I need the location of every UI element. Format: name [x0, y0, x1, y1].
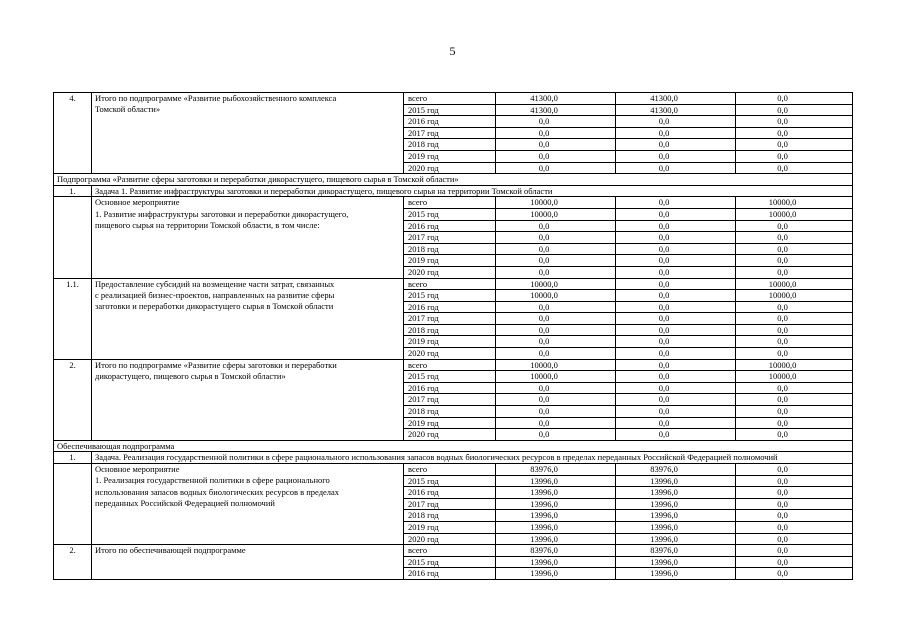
total-value: 0,0 [496, 394, 616, 406]
total-value: 13996,0 [496, 475, 616, 487]
total-value: 10000,0 [496, 371, 616, 383]
period-cell: 2019 год [404, 417, 496, 429]
total-value: 0,0 [496, 220, 616, 232]
period-cell: 2019 год [404, 255, 496, 267]
value-column-2: 0,0 [616, 139, 736, 151]
table-row [54, 545, 853, 557]
value-column-2: 0,0 [616, 348, 736, 360]
value-column-3: 0,0 [736, 301, 853, 313]
total-value: 0,0 [496, 266, 616, 278]
total-value: 0,0 [496, 348, 616, 360]
value-column-2: 0,0 [616, 116, 736, 128]
total-value: 13996,0 [496, 556, 616, 568]
value-column-2: 41300,0 [616, 104, 736, 116]
value-column-2: 13996,0 [616, 533, 736, 545]
total-value: 41300,0 [496, 104, 616, 116]
table-row [54, 464, 853, 476]
value-column-2: 13996,0 [616, 487, 736, 499]
period-cell: 2019 год [404, 336, 496, 348]
value-column-2: 0,0 [616, 150, 736, 162]
total-value: 13996,0 [496, 498, 616, 510]
total-value: 10000,0 [496, 197, 616, 209]
total-value: 10000,0 [496, 278, 616, 290]
total-value: 41300,0 [496, 93, 616, 105]
value-column-2: 0,0 [616, 127, 736, 139]
period-cell: 2015 год [404, 556, 496, 568]
total-value: 13996,0 [496, 521, 616, 533]
total-value: 0,0 [496, 301, 616, 313]
total-value: 13996,0 [496, 568, 616, 580]
value-column-2: 0,0 [616, 162, 736, 174]
total-value: 0,0 [496, 243, 616, 255]
period-cell: 2015 год [404, 208, 496, 220]
period-cell: 2019 год [404, 521, 496, 533]
section-title: Подпрограмма «Развитие сферы заготовки и переработки дикорастущего, пищевого сырья в Томской области» [54, 174, 853, 186]
value-column-2: 0,0 [616, 208, 736, 220]
value-column-2: 0,0 [616, 255, 736, 267]
value-column-3: 0,0 [736, 429, 853, 441]
period-cell: 2016 год [404, 116, 496, 128]
period-cell: 2018 год [404, 139, 496, 151]
period-cell: 2017 год [404, 394, 496, 406]
total-value: 10000,0 [496, 359, 616, 371]
value-column-3: 0,0 [736, 116, 853, 128]
table-row [54, 359, 853, 371]
item-name-line: Предоставление субсидий на возмещение части затрат, связанных [95, 278, 335, 289]
total-value: 13996,0 [496, 487, 616, 499]
value-column-3: 0,0 [736, 324, 853, 336]
period-cell: всего [404, 197, 496, 209]
total-value: 13996,0 [496, 510, 616, 522]
total-value: 0,0 [496, 382, 616, 394]
table-row [54, 278, 853, 290]
total-value: 83976,0 [496, 464, 616, 476]
value-column-3: 0,0 [736, 313, 853, 325]
value-column-2: 0,0 [616, 429, 736, 441]
item-name-line: с реализацией бизнес-проектов, направленных на развитие сферы [95, 289, 335, 300]
section-row [54, 440, 853, 452]
value-column-3: 0,0 [736, 336, 853, 348]
row-number [54, 464, 92, 545]
value-column-3: 0,0 [736, 162, 853, 174]
value-column-3: 0,0 [736, 255, 853, 267]
period-cell: 2016 год [404, 568, 496, 580]
table-row [54, 93, 853, 105]
total-value: 0,0 [496, 417, 616, 429]
value-column-3: 0,0 [736, 243, 853, 255]
value-column-3: 0,0 [736, 417, 853, 429]
value-column-2: 83976,0 [616, 545, 736, 557]
value-column-2: 13996,0 [616, 510, 736, 522]
total-value: 0,0 [496, 255, 616, 267]
section-title: Обеспечивающая подпрограмма [54, 440, 853, 452]
value-column-2: 13996,0 [616, 475, 736, 487]
period-cell: всего [404, 545, 496, 557]
value-column-3: 0,0 [736, 556, 853, 568]
section-row [54, 174, 853, 186]
value-column-3: 0,0 [736, 139, 853, 151]
value-column-2: 0,0 [616, 243, 736, 255]
total-value: 13996,0 [496, 533, 616, 545]
value-column-3: 10000,0 [736, 197, 853, 209]
period-cell: 2015 год [404, 475, 496, 487]
period-cell: 2015 год [404, 104, 496, 116]
period-cell: 2020 год [404, 429, 496, 441]
period-cell: всего [404, 278, 496, 290]
item-name-line: заготовки и переработки дикорастущего сырья в Томской области [95, 301, 334, 312]
table-row [54, 197, 853, 209]
value-column-3: 0,0 [736, 533, 853, 545]
period-cell: всего [404, 464, 496, 476]
period-cell: 2015 год [404, 371, 496, 383]
value-column-2: 13996,0 [616, 521, 736, 533]
item-name-line: Основное мероприятие [95, 464, 180, 474]
period-cell: 2017 год [404, 313, 496, 325]
total-value: 0,0 [496, 139, 616, 151]
value-column-2: 0,0 [616, 394, 736, 406]
value-column-3: 0,0 [736, 521, 853, 533]
value-column-3: 10000,0 [736, 208, 853, 220]
value-column-3: 10000,0 [736, 371, 853, 383]
value-column-2: 0,0 [616, 406, 736, 418]
period-cell: 2015 год [404, 290, 496, 302]
task-title: Задача 1. Развитие инфраструктуры заготовки и переработки дикорастущего, пищевого сырья на территории Томской области [92, 185, 853, 197]
row-number [54, 197, 92, 278]
value-column-3: 0,0 [736, 93, 853, 105]
row-number: 1. [54, 185, 92, 197]
value-column-2: 0,0 [616, 313, 736, 325]
item-name [92, 464, 404, 545]
period-cell: всего [404, 93, 496, 105]
period-cell: 2020 год [404, 266, 496, 278]
value-column-2: 0,0 [616, 417, 736, 429]
task-row [54, 452, 853, 464]
item-name-line: 1. Реализация государственной политики в сфере рационального [95, 475, 330, 486]
value-column-3: 0,0 [736, 394, 853, 406]
item-name-line: 1. Развитие инфраструктуры заготовки и переработки дикорастущего, [95, 208, 349, 219]
total-value: 0,0 [496, 150, 616, 162]
item-name-line: Итого по подпрограмме «Развитие сферы заготовки и переработки [95, 359, 337, 370]
budget-table [53, 92, 853, 580]
value-column-3: 0,0 [736, 568, 853, 580]
total-value: 0,0 [496, 116, 616, 128]
value-column-2: 0,0 [616, 382, 736, 394]
total-value: 0,0 [496, 162, 616, 174]
item-name-line: Итого по обеспечивающей подпрограмме [95, 545, 246, 556]
value-column-3: 0,0 [736, 464, 853, 476]
value-column-3: 0,0 [736, 475, 853, 487]
value-column-3: 0,0 [736, 510, 853, 522]
value-column-3: 0,0 [736, 348, 853, 360]
total-value: 0,0 [496, 232, 616, 244]
total-value: 10000,0 [496, 208, 616, 220]
value-column-3: 0,0 [736, 487, 853, 499]
value-column-2: 41300,0 [616, 93, 736, 105]
row-number: 1. [54, 452, 92, 464]
value-column-2: 0,0 [616, 290, 736, 302]
value-column-2: 0,0 [616, 336, 736, 348]
value-column-3: 10000,0 [736, 359, 853, 371]
period-cell: 2017 год [404, 232, 496, 244]
item-name-line: Итого по подпрограмме «Развитие рыбохозяйственного комплекса [95, 93, 337, 103]
value-column-2: 0,0 [616, 278, 736, 290]
task-row [54, 185, 853, 197]
page-number: 5 [449, 44, 456, 58]
value-column-3: 10000,0 [736, 278, 853, 290]
item-name-line: Томской области» [95, 104, 161, 115]
row-number: 4. [54, 93, 92, 174]
period-cell: 2020 год [404, 348, 496, 360]
row-number: 1.1. [54, 278, 92, 359]
value-column-3: 0,0 [736, 232, 853, 244]
period-cell: 2019 год [404, 150, 496, 162]
total-value: 10000,0 [496, 290, 616, 302]
value-column-3: 0,0 [736, 545, 853, 557]
value-column-2: 13996,0 [616, 556, 736, 568]
period-cell: 2016 год [404, 487, 496, 499]
item-name-line: Основное мероприятие [95, 197, 180, 208]
value-column-2: 83976,0 [616, 464, 736, 476]
item-name-line: переданных Российской Федерацией полномочий [95, 498, 275, 509]
value-column-2: 0,0 [616, 359, 736, 371]
value-column-2: 0,0 [616, 220, 736, 232]
value-column-2: 13996,0 [616, 498, 736, 510]
period-cell: 2018 год [404, 324, 496, 336]
value-column-3: 0,0 [736, 498, 853, 510]
item-name-line: пищевого сырья на территории Томской области, в том числе: [95, 220, 320, 231]
value-column-3: 0,0 [736, 150, 853, 162]
total-value: 0,0 [496, 406, 616, 418]
period-cell: 2017 год [404, 127, 496, 139]
item-name [92, 197, 404, 278]
value-column-2: 0,0 [616, 371, 736, 383]
budget-table-body [54, 93, 853, 580]
item-name-line: использования запасов водных биологических ресурсов в пределах [95, 486, 340, 497]
total-value: 0,0 [496, 324, 616, 336]
item-name [92, 545, 404, 580]
period-cell: 2016 год [404, 220, 496, 232]
item-name [92, 359, 404, 440]
item-name [92, 278, 404, 359]
item-name-line: дикорастущего, пищевого сырья в Томской области» [95, 371, 286, 382]
total-value: 0,0 [496, 336, 616, 348]
period-cell: 2018 год [404, 406, 496, 418]
period-cell: 2017 год [404, 498, 496, 510]
value-column-2: 0,0 [616, 324, 736, 336]
value-column-2: 0,0 [616, 301, 736, 313]
period-cell: 2020 год [404, 162, 496, 174]
value-column-3: 0,0 [736, 104, 853, 116]
value-column-3: 0,0 [736, 266, 853, 278]
task-title: Задача. Реализация государственной политики в сфере рационального использования запасов водных биологических ресурсов в пределах переданных Российской Федерацией полномочий [92, 452, 853, 464]
row-number: 2. [54, 359, 92, 440]
period-cell: 2016 год [404, 301, 496, 313]
value-column-2: 0,0 [616, 232, 736, 244]
value-column-3: 0,0 [736, 382, 853, 394]
period-cell: всего [404, 359, 496, 371]
row-number: 2. [54, 545, 92, 580]
value-column-3: 0,0 [736, 127, 853, 139]
value-column-2: 0,0 [616, 266, 736, 278]
item-name [92, 93, 404, 174]
total-value: 0,0 [496, 313, 616, 325]
total-value: 0,0 [496, 429, 616, 441]
total-value: 0,0 [496, 127, 616, 139]
period-cell: 2020 год [404, 533, 496, 545]
value-column-3: 0,0 [736, 406, 853, 418]
value-column-3: 0,0 [736, 220, 853, 232]
period-cell: 2018 год [404, 243, 496, 255]
value-column-2: 13996,0 [616, 568, 736, 580]
value-column-2: 0,0 [616, 197, 736, 209]
value-column-3: 10000,0 [736, 290, 853, 302]
period-cell: 2018 год [404, 510, 496, 522]
period-cell: 2016 год [404, 382, 496, 394]
total-value: 83976,0 [496, 545, 616, 557]
